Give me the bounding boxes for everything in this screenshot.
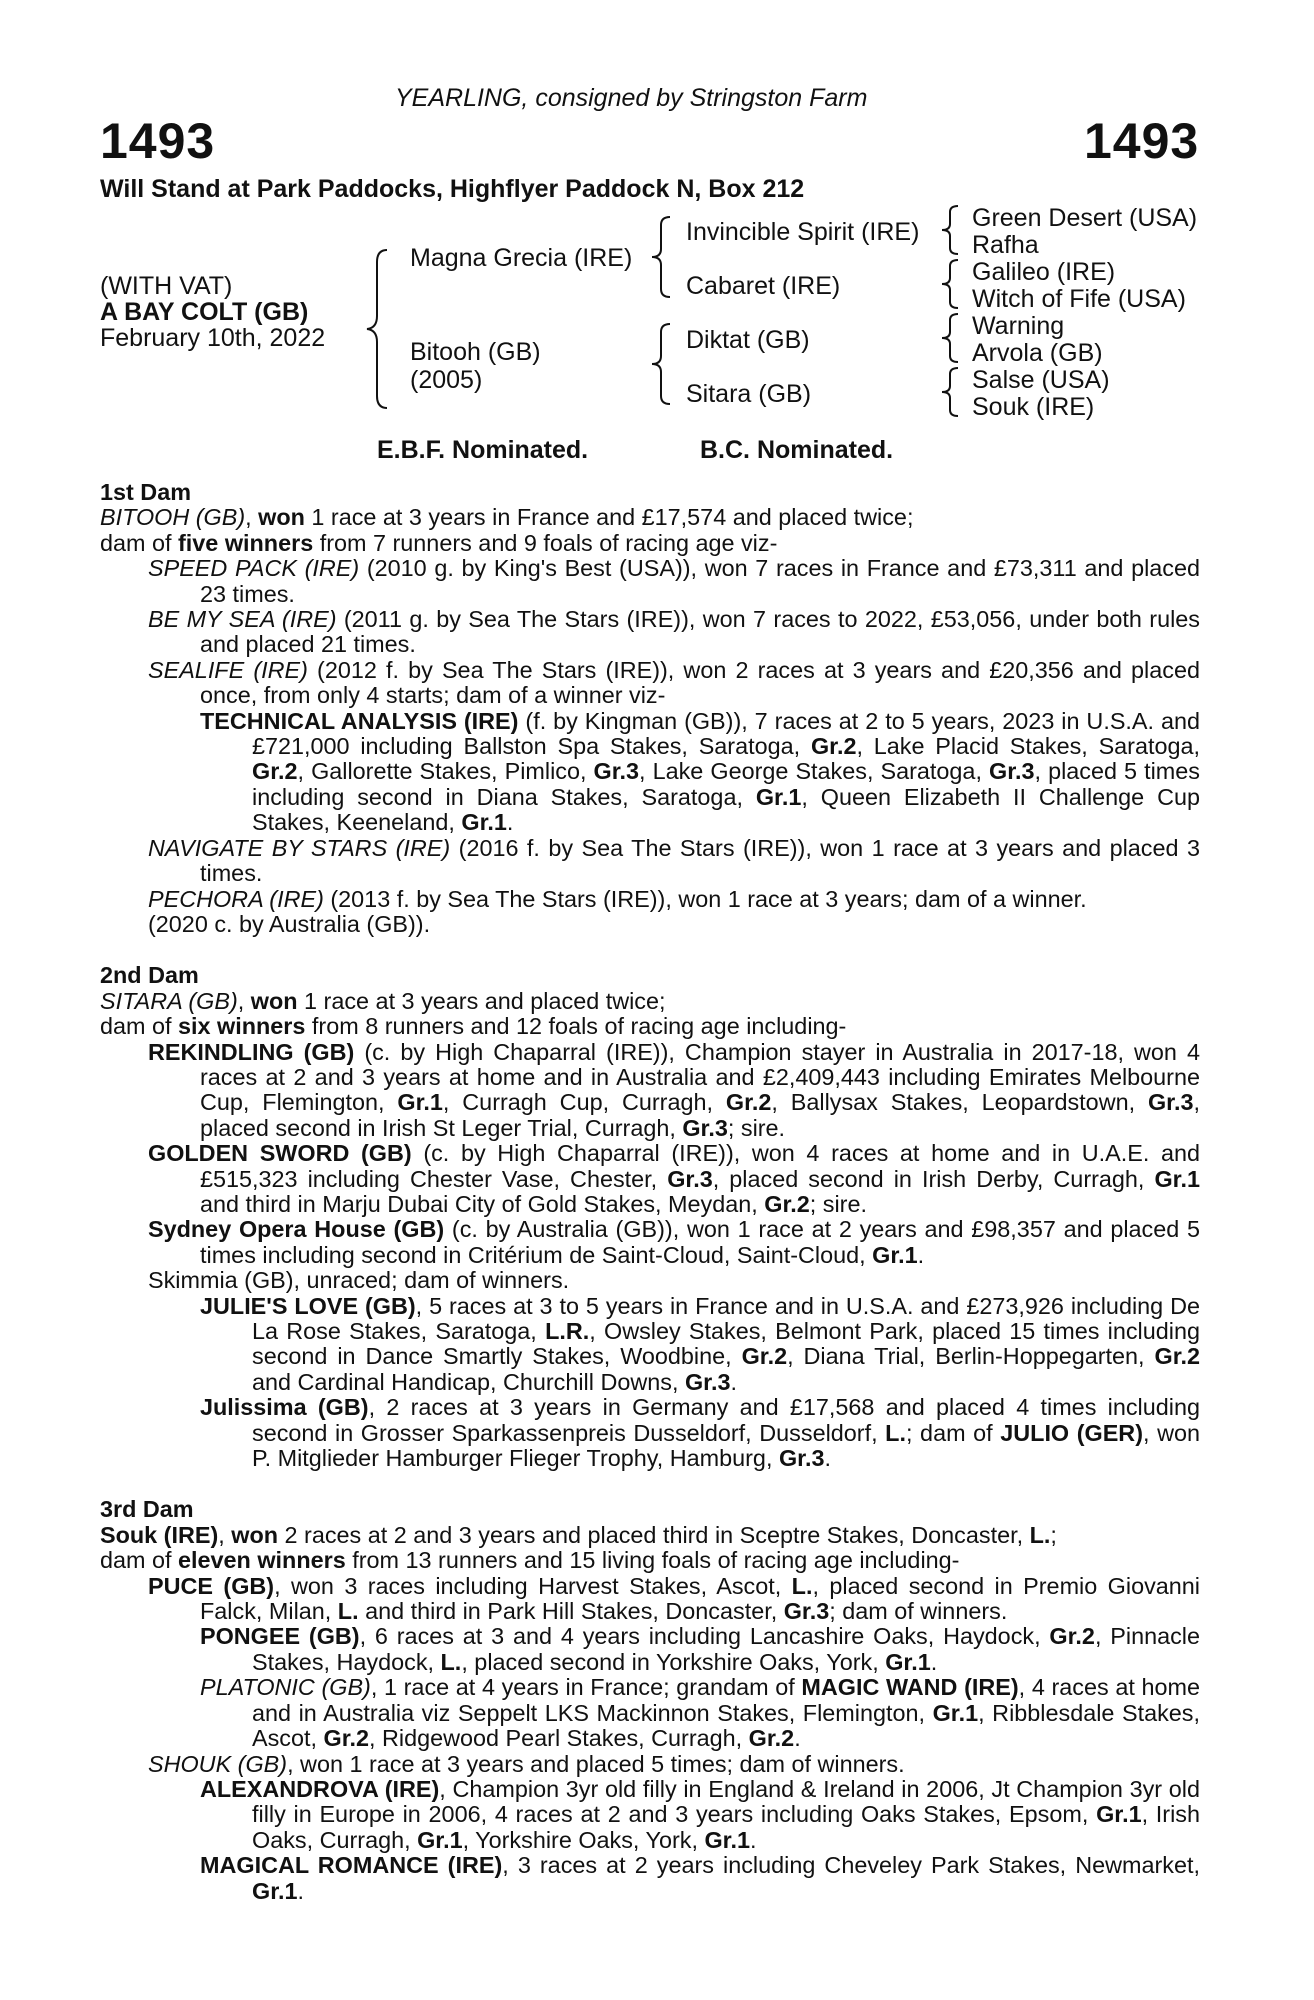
ebf-nominated: E.B.F. Nominated. (377, 436, 589, 464)
sire-dam-dam: Witch of Fife (USA) (972, 285, 1186, 313)
progeny-entry: (2020 c. by Australia (GB)). (148, 910, 431, 937)
sire-dam-sire: Galileo (IRE) (972, 258, 1116, 286)
progeny-entry: Sydney Opera House (GB) (c. by Australia (GB)), won 1 race at 2 years and £98,357 and placed 5 times including second in Critérium de Saint-Cloud, Saint-Cloud, Gr.1. (148, 1216, 1201, 1268)
progeny-entry: PECHORA (IRE) (2013 f. by Sea The Stars (IRE)), won 1 race at 3 years; dam of a winner. (148, 885, 1087, 912)
stand-location: Will Stand at Park Paddocks, Highflyer Paddock N, Box 212 (100, 175, 805, 203)
progeny-entry: MAGICAL ROMANCE (IRE), 3 races at 2 years including Cheveley Park Stakes, Newmarket, Gr.1. (200, 1852, 1200, 1904)
progeny-entry: NAVIGATE BY STARS (IRE) (2016 f. by Sea The Stars (IRE)), won 1 race at 3 years and placed 3 times. (148, 834, 1200, 887)
pedigree-brace-gen3-2 (940, 258, 962, 310)
progeny-entry: ALEXANDROVA (IRE), Champion 3yr old filly in England & Ireland in 2006, Jt Champion 3yr old filly in Europe in 2006, 4 races at 2 and 3 years including Oaks Stakes, Epsom, Gr.1, Irish Oaks, Curragh, Gr.1, Yorkshire Oaks, York, Gr.1. (200, 1775, 1200, 1853)
dam-sire-dam: Arvola (GB) (972, 339, 1103, 367)
dam-of-line: dam of five winners from 7 runners and 9 foals of racing age viz- (100, 529, 778, 556)
lot-number-left: 1493 (100, 113, 216, 169)
dam-intro: Souk (IRE), won 2 races at 2 and 3 years and placed third in Sceptre Stakes, Doncaster, L.; (100, 1521, 1057, 1548)
progeny-entry: Skimmia (GB), unraced; dam of winners. (148, 1267, 570, 1294)
pedigree-brace-gen3-1 (940, 204, 962, 256)
progeny-entry: Julissima (GB), 2 races at 3 years in Germany and £17,568 and placed 4 times including second in Grosser Sparkassenpreis Dusseldorf, Dusseldorf, L.; dam of JULIO (GER), won P. Mitglieder Hamburger Flieger Trophy, Hamburg, Gr.3. (200, 1394, 1200, 1472)
pedigree-brace-sire (650, 215, 674, 299)
sire-name: Magna Grecia (IRE) (410, 244, 633, 272)
section-heading: 1st Dam (100, 479, 192, 505)
pedigree-brace-gen3-4 (940, 366, 962, 418)
dam-of-line: dam of six winners from 8 runners and 12 foals of racing age including- (100, 1013, 847, 1040)
catalogue-body (100, 480, 1200, 1904)
dam-year: (2005) (410, 366, 483, 394)
dam-dam: Sitara (GB) (686, 380, 812, 408)
progeny-entry: SPEED PACK (IRE) (2010 g. by King's Best (USA)), won 7 races in France and £73,311 and placed 23 times. (148, 555, 1201, 607)
sire-sire-sire: Green Desert (USA) (972, 204, 1198, 232)
dam-name: Souk (IRE) (100, 1521, 219, 1548)
pedigree-brace-gen3-3 (940, 312, 962, 364)
section-heading: 3rd Dam (100, 1496, 194, 1523)
vat-note: (WITH VAT) (100, 272, 233, 300)
dam-name: Bitooh (GB) (410, 338, 541, 366)
progeny-entry: REKINDLING (GB) (c. by High Chaparral (IRE)), Champion stayer in Australia in 2017-18, won 4 races at 2 and 3 years at home and in Australia and £2,409,443 including Emirates Melbourne Cup, Flemington, Gr.1, Curragh Cup, Curragh, Gr.2, Ballysax Stakes, Leopardstown, Gr.3, placed second in Irish St Leger Trial, Curragh, Gr.3; sire. (148, 1038, 1200, 1141)
bc-nominated: B.C. Nominated. (700, 436, 894, 464)
pedigree-brace-dam (650, 322, 674, 406)
dam-sire-sire: Warning (972, 312, 1065, 340)
sire-sire-dam: Rafha (972, 231, 1039, 259)
progeny-entry: JULIE'S LOVE (GB), 5 races at 3 to 5 years in France and in U.S.A. and £273,926 including De La Rose Stakes, Saratoga, L.R., Owsley Stakes, Belmont Park, placed 15 times including second in Dance Smartly Stakes, Woodbine, Gr.2, Diana Trial, Berlin-Hoppegarten, Gr.2 and Cardinal Handicap, Churchill Downs, Gr.3. (200, 1292, 1201, 1395)
progeny-entry: GOLDEN SWORD (GB) (c. by High Chaparral (IRE)), won 4 races at home and in U.A.E. and £515,323 including Chester Vase, Chester, Gr.3, placed second in Irish Derby, Curragh, Gr.1 and third in Marju Dubai City of Gold Stakes, Meydan, Gr.2; sire. (148, 1140, 1200, 1217)
sire-dam: Cabaret (IRE) (686, 272, 841, 300)
lot-number-right: 1493 (1084, 113, 1200, 169)
progeny-entry: PUCE (GB), won 3 races including Harvest Stakes, Ascot, L., placed second in Premio Giovanni Falck, Milan, L. and third in Park Hill Stakes, Doncaster, Gr.3; dam of winners. (148, 1572, 1200, 1625)
dam-intro: BITOOH (GB), won 1 race at 3 years in France and £17,574 and placed twice; (100, 504, 914, 531)
progeny-entry: SEALIFE (IRE) (2012 f. by Sea The Stars (IRE)), won 2 races at 3 years and £20,356 and placed once, from only 4 starts; dam of a winner viz- (148, 656, 1200, 709)
dam-name: SITARA (GB) (100, 987, 238, 1014)
second-dam-section (100, 963, 1200, 1471)
dam-dam-sire: Salse (USA) (972, 366, 1110, 394)
progeny-entry: SHOUK (GB), won 1 race at 3 years and placed 5 times; dam of winners. (148, 1750, 905, 1777)
foaled-date: February 10th, 2022 (100, 324, 326, 352)
third-dam-section (100, 1497, 1200, 1904)
dam-of-line: dam of eleven winners from 13 runners and 15 living foals of racing age including- (100, 1547, 960, 1574)
dam-dam-dam: Souk (IRE) (972, 393, 1095, 421)
horse-name: A BAY COLT (GB) (100, 298, 309, 326)
section-heading: 2nd Dam (100, 962, 199, 989)
first-dam-section (100, 480, 1200, 937)
progeny-entry: PLATONIC (GB), 1 race at 4 years in France; grandam of MAGIC WAND (IRE), 4 races at home and in Australia viz Seppelt LKS Mackinnon Stakes, Flemington, Gr.1, Ribblesdale Stakes, Ascot, Gr.2, Ridgewood Pearl Stakes, Curragh, Gr.2. (200, 1674, 1200, 1752)
dam-intro: SITARA (GB), won 1 race at 3 years and placed twice; (100, 987, 666, 1014)
progeny-entry: PONGEE (GB), 6 races at 3 and 4 years including Lancashire Oaks, Haydock, Gr.2, Pinnacle Stakes, Haydock, L., placed second in Yorkshire Oaks, York, Gr.1. (200, 1623, 1200, 1675)
sire-sire: Invincible Spirit (IRE) (686, 218, 920, 246)
pedigree-brace-main (365, 248, 395, 410)
dam-name: BITOOH (GB) (100, 504, 246, 531)
dam-sire: Diktat (GB) (686, 326, 810, 354)
consignor-subtitle: YEARLING, consigned by Stringston Farm (395, 84, 868, 112)
progeny-entry: BE MY SEA (IRE) (2011 g. by Sea The Stars (IRE)), won 7 races to 2022, £53,056, under both rules and placed 21 times. (148, 606, 1200, 658)
progeny-entry: TECHNICAL ANALYSIS (IRE) (f. by Kingman (GB)), 7 races at 2 to 5 years, 2023 in U.S.A. and £721,000 including Ballston Spa Stakes, Saratoga, Gr.2, Lake Placid Stakes, Saratoga, Gr.2, Gallorette Stakes, Pimlico, Gr.3, Lake George Stakes, Saratoga, Gr.3, placed 5 times including second in Diana Stakes, Saratoga, Gr.1, Queen Elizabeth II Challenge Cup Stakes, Keeneland, Gr.1. (200, 707, 1201, 836)
